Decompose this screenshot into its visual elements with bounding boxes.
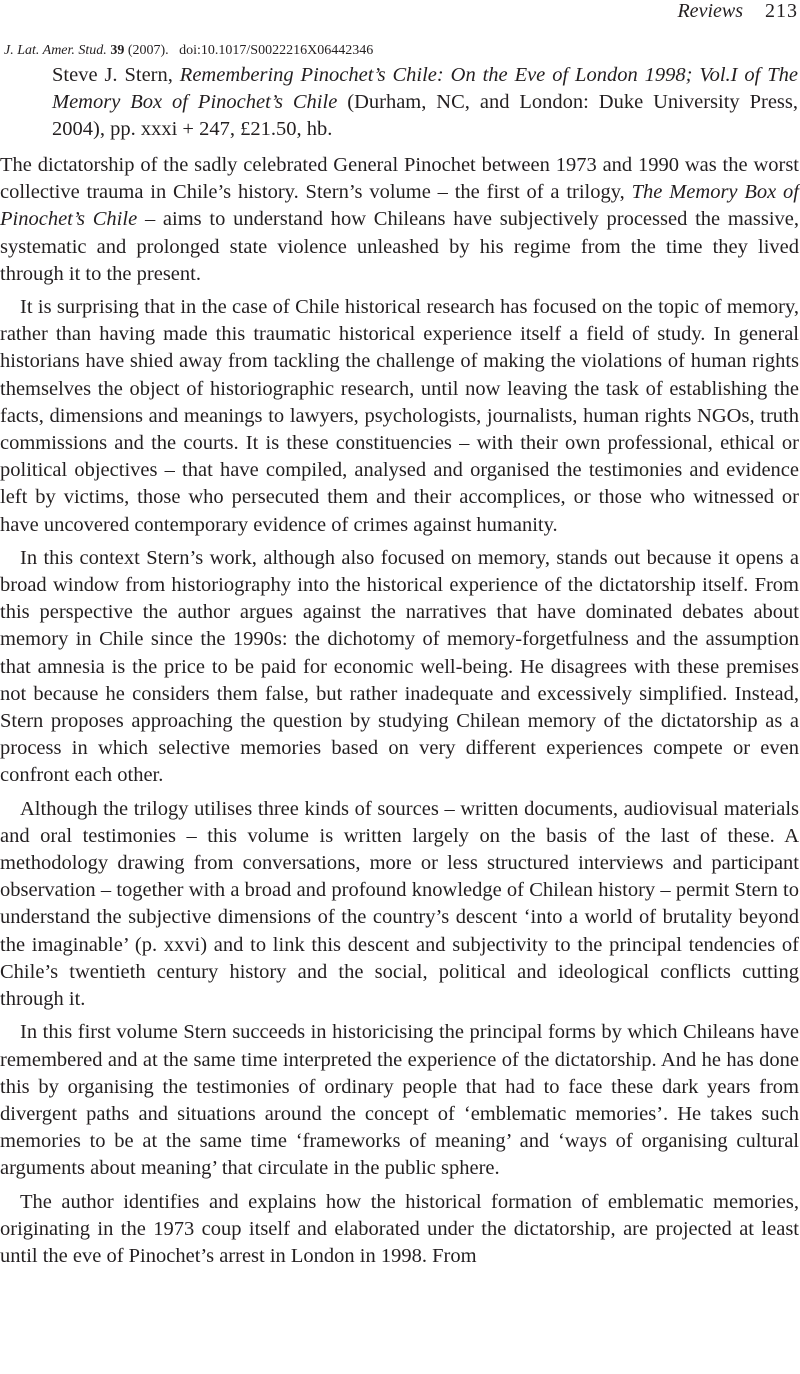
trilogy-title: The Memory Box of Pinochet’s Chile: [0, 181, 800, 231]
book-publication-details: (Durham, NC, and London: Duke University Press, 2004), pp. xxxi + 247, £21.50, hb.: [52, 91, 799, 140]
paragraph-text: The dictatorship of the sadly celebrated General Pinochet between 1973 and 1990 was the worst collective trauma in Chile’s history. Stern’s volume – the first of a trilogy,: [0, 154, 799, 204]
paragraph: Although the trilogy utilises three kinds of sources – written documents, audiovisual materials and oral testimonies – this volume is written largely on the basis of the last of these. A methodology drawing from conversations, more or less structured interviews and participant observation – together with a broad and profound knowledge of Chilean history – permit Stern to understand the subjective dimensions of the country’s descent ‘into a world of brutality beyond the imaginable’ (p. xxvi) and to link this descent and subjectivity to the principal tendencies of Chile’s twentieth century history and the social, political and ideological conflicts cutting through it.: [0, 797, 799, 1011]
paragraph: The author identifies and explains how the historical formation of emblematic memories, originating in the 1973 coup itself and elaborated under the dictatorship, are projected at least until the eve of Pinochet’s arrest in London in 1998. From: [0, 1190, 799, 1267]
paragraph: In this context Stern’s work, although also focused on memory, stands out because it opens a broad window from historiography into the historical experience of the dictatorship itself. From this perspective the author argues against the narratives that have dominated debates about memory in Chile since the 1990s: the dichotomy of memory-forgetfulness and the assumption that amnesia is the price to be paid for economic well-being. He disagrees with these premises not because he considers them false, but rather inadequate and excessively simplified. Instead, Stern proposes approaching the question by studying Chilean memory of the dictatorship as a process in which selective memories based on very different experiences compete or even confront each other.: [0, 546, 799, 787]
review-body: [0, 152, 799, 1270]
running-header: [677, 0, 798, 26]
book-reference: [52, 62, 798, 143]
journal-volume: 39: [110, 43, 125, 58]
paragraph: It is surprising that in the case of Chile historical research has focused on the topic of memory, rather than having made this traumatic historical experience itself a field of study. In general historians have shied away from tackling the challenge of making the violations of human rights themselves the object of historiographic research, until now leaving the task of establishing the facts, dimensions and meanings to lawyers, psychologists, journalists, human rights NGOs, truth commissions and the courts. It is these constituencies – with their own professional, ethical or political objectives – that have compiled, analysed and organised the testimonies and evidence left by victims, those who persecuted them and their accomplices, or those who witnessed or have uncovered contemporary evidence of crimes against humanity.: [0, 296, 799, 536]
paragraph-text: – aims to understand how Chileans have subjectively processed the massive, systematic and prolonged state violence unleashed by his regime from the time they lived through it to the present.: [0, 208, 800, 285]
page-number: 213: [765, 0, 798, 22]
book-title: Remembering Pinochet’s Chile: On the Eve of London 1998; Vol.I of The Memory Box of Pinochet’s Chile: [52, 64, 799, 113]
paragraph: [0, 152, 799, 288]
running-header-section: Reviews: [677, 0, 743, 22]
paragraph: In this first volume Stern succeeds in historicising the principal forms by which Chileans have remembered and at the same time interpreted the experience of the dictatorship. And he has done this by organising the testimonies of ordinary people that had to face these dark years from divergent paths and situations around the concept of ‘emblematic memories’. He takes such memories to be at the same time ‘frameworks of meaning’ and ‘ways of organising cultural arguments about meaning’ that circulate in the public sphere.: [0, 1021, 799, 1180]
journal-citation: [4, 43, 373, 59]
book-author: Steve J. Stern,: [52, 64, 173, 86]
doi: doi:10.1017/S0022216X06442346: [179, 43, 374, 58]
journal-year: (2007).: [127, 43, 169, 58]
journal-name: J. Lat. Amer. Stud.: [4, 43, 107, 58]
